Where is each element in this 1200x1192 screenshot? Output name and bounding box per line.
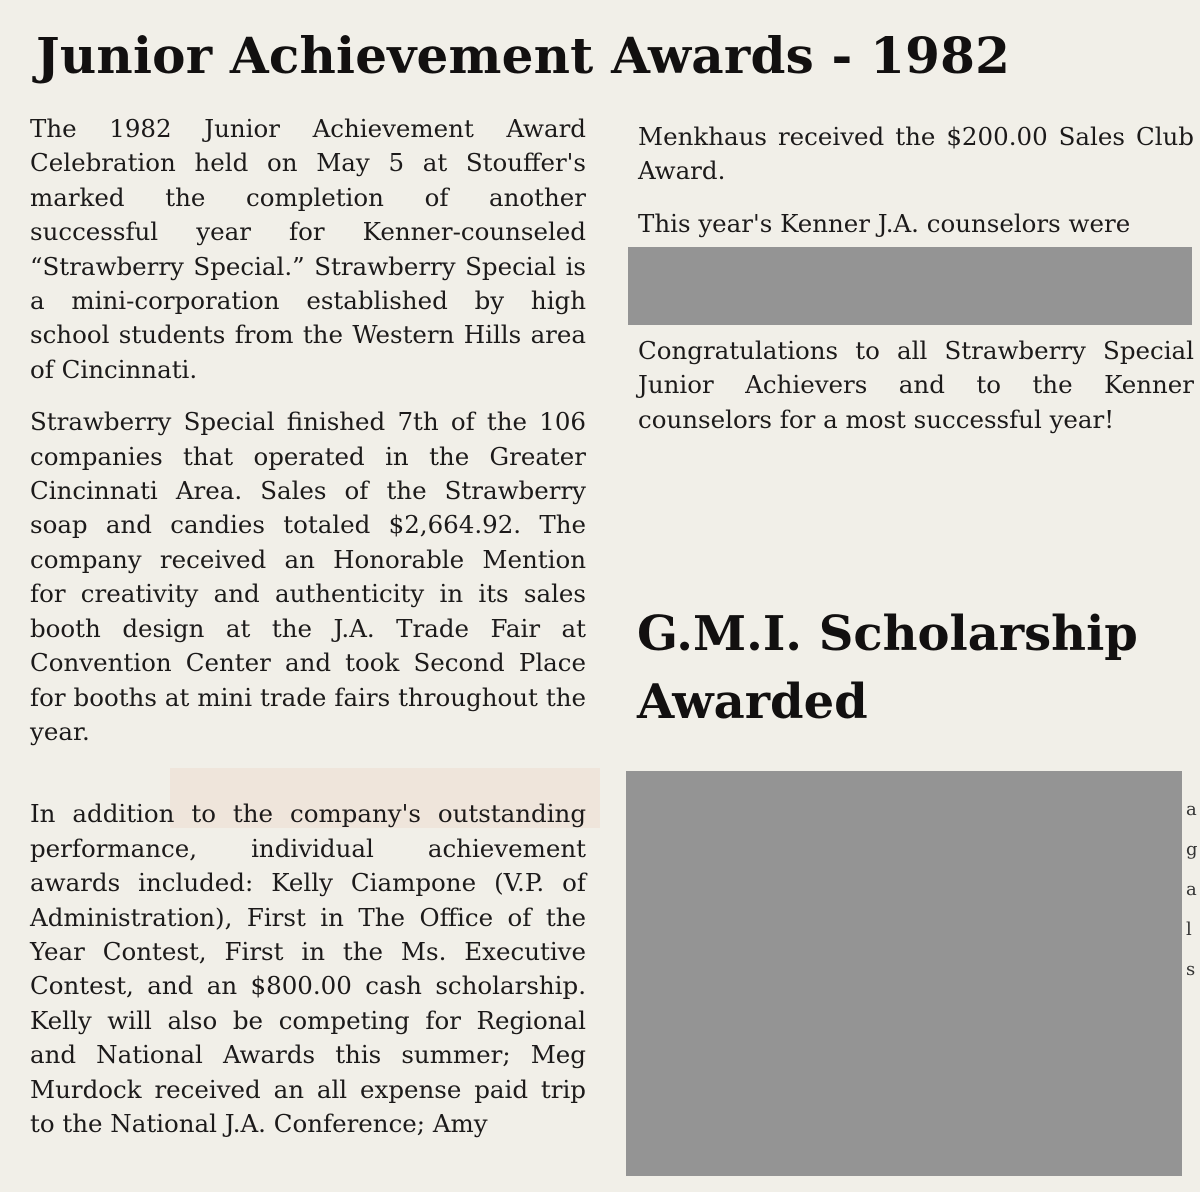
edge-fragment: a [1186,799,1197,820]
cut-off-text-fragments [1186,790,1200,990]
edge-fragment: g [1186,839,1198,860]
paragraph-celebration: The 1982 Junior Achievement Award Celebration held on May 5 at Stouffer's marked the completion of another successful year for Kenner-counseled “Strawberry Special.” Strawberry Special is a mini-corporation established by high school students from the Western Hills area of Cincinnati. [30,114,586,384]
section-heading: G.M.I. Scholarship Awarded [637,606,1138,730]
right-column [638,120,1194,241]
left-column [30,112,586,1141]
redaction-box [628,247,1192,325]
edge-fragment: l [1186,919,1192,940]
paragraph-results: Strawberry Special finished 7th of the 106 companies that operated in the Greater Cincinnati Area. Sales of the Strawberry soap and candies totaled $2,664.92. The company received an Honorable Mention for creativity and authenticity in its sales booth design at the J.A. Trade Fair at Convention Center and took Second Place for booths at mini trade fairs throughout the year. [30,407,586,746]
paragraph-sales-club: Menkhaus received the $200.00 Sales Club Award. [638,122,1194,186]
paragraph-counselors: This year's Kenner J.A. counselors were [638,208,1131,238]
edge-fragment: a [1186,879,1197,900]
paragraph-individual-awards: In addition to the company's outstanding performance, individual achievement awards included: Kelly Ciampone (V.P. of Administration), First in The Office of the Year Contest, First in the Ms. Executive Contest, and an $800.00 cash scholarship. Kelly will also be competing for Regional and National Awards this summer; Meg Murdock received an all expense paid trip to the National J.A. Conference; Amy [30,799,586,1138]
redaction-box-large [626,771,1182,1176]
page-title: Junior Achievement Awards - 1982 [36,26,1011,85]
paragraph-congratulations: Congratulations to all Strawberry Special Junior Achievers and to the Kenner counselors for a most successful year! [638,336,1194,434]
edge-fragment: s [1186,959,1196,980]
